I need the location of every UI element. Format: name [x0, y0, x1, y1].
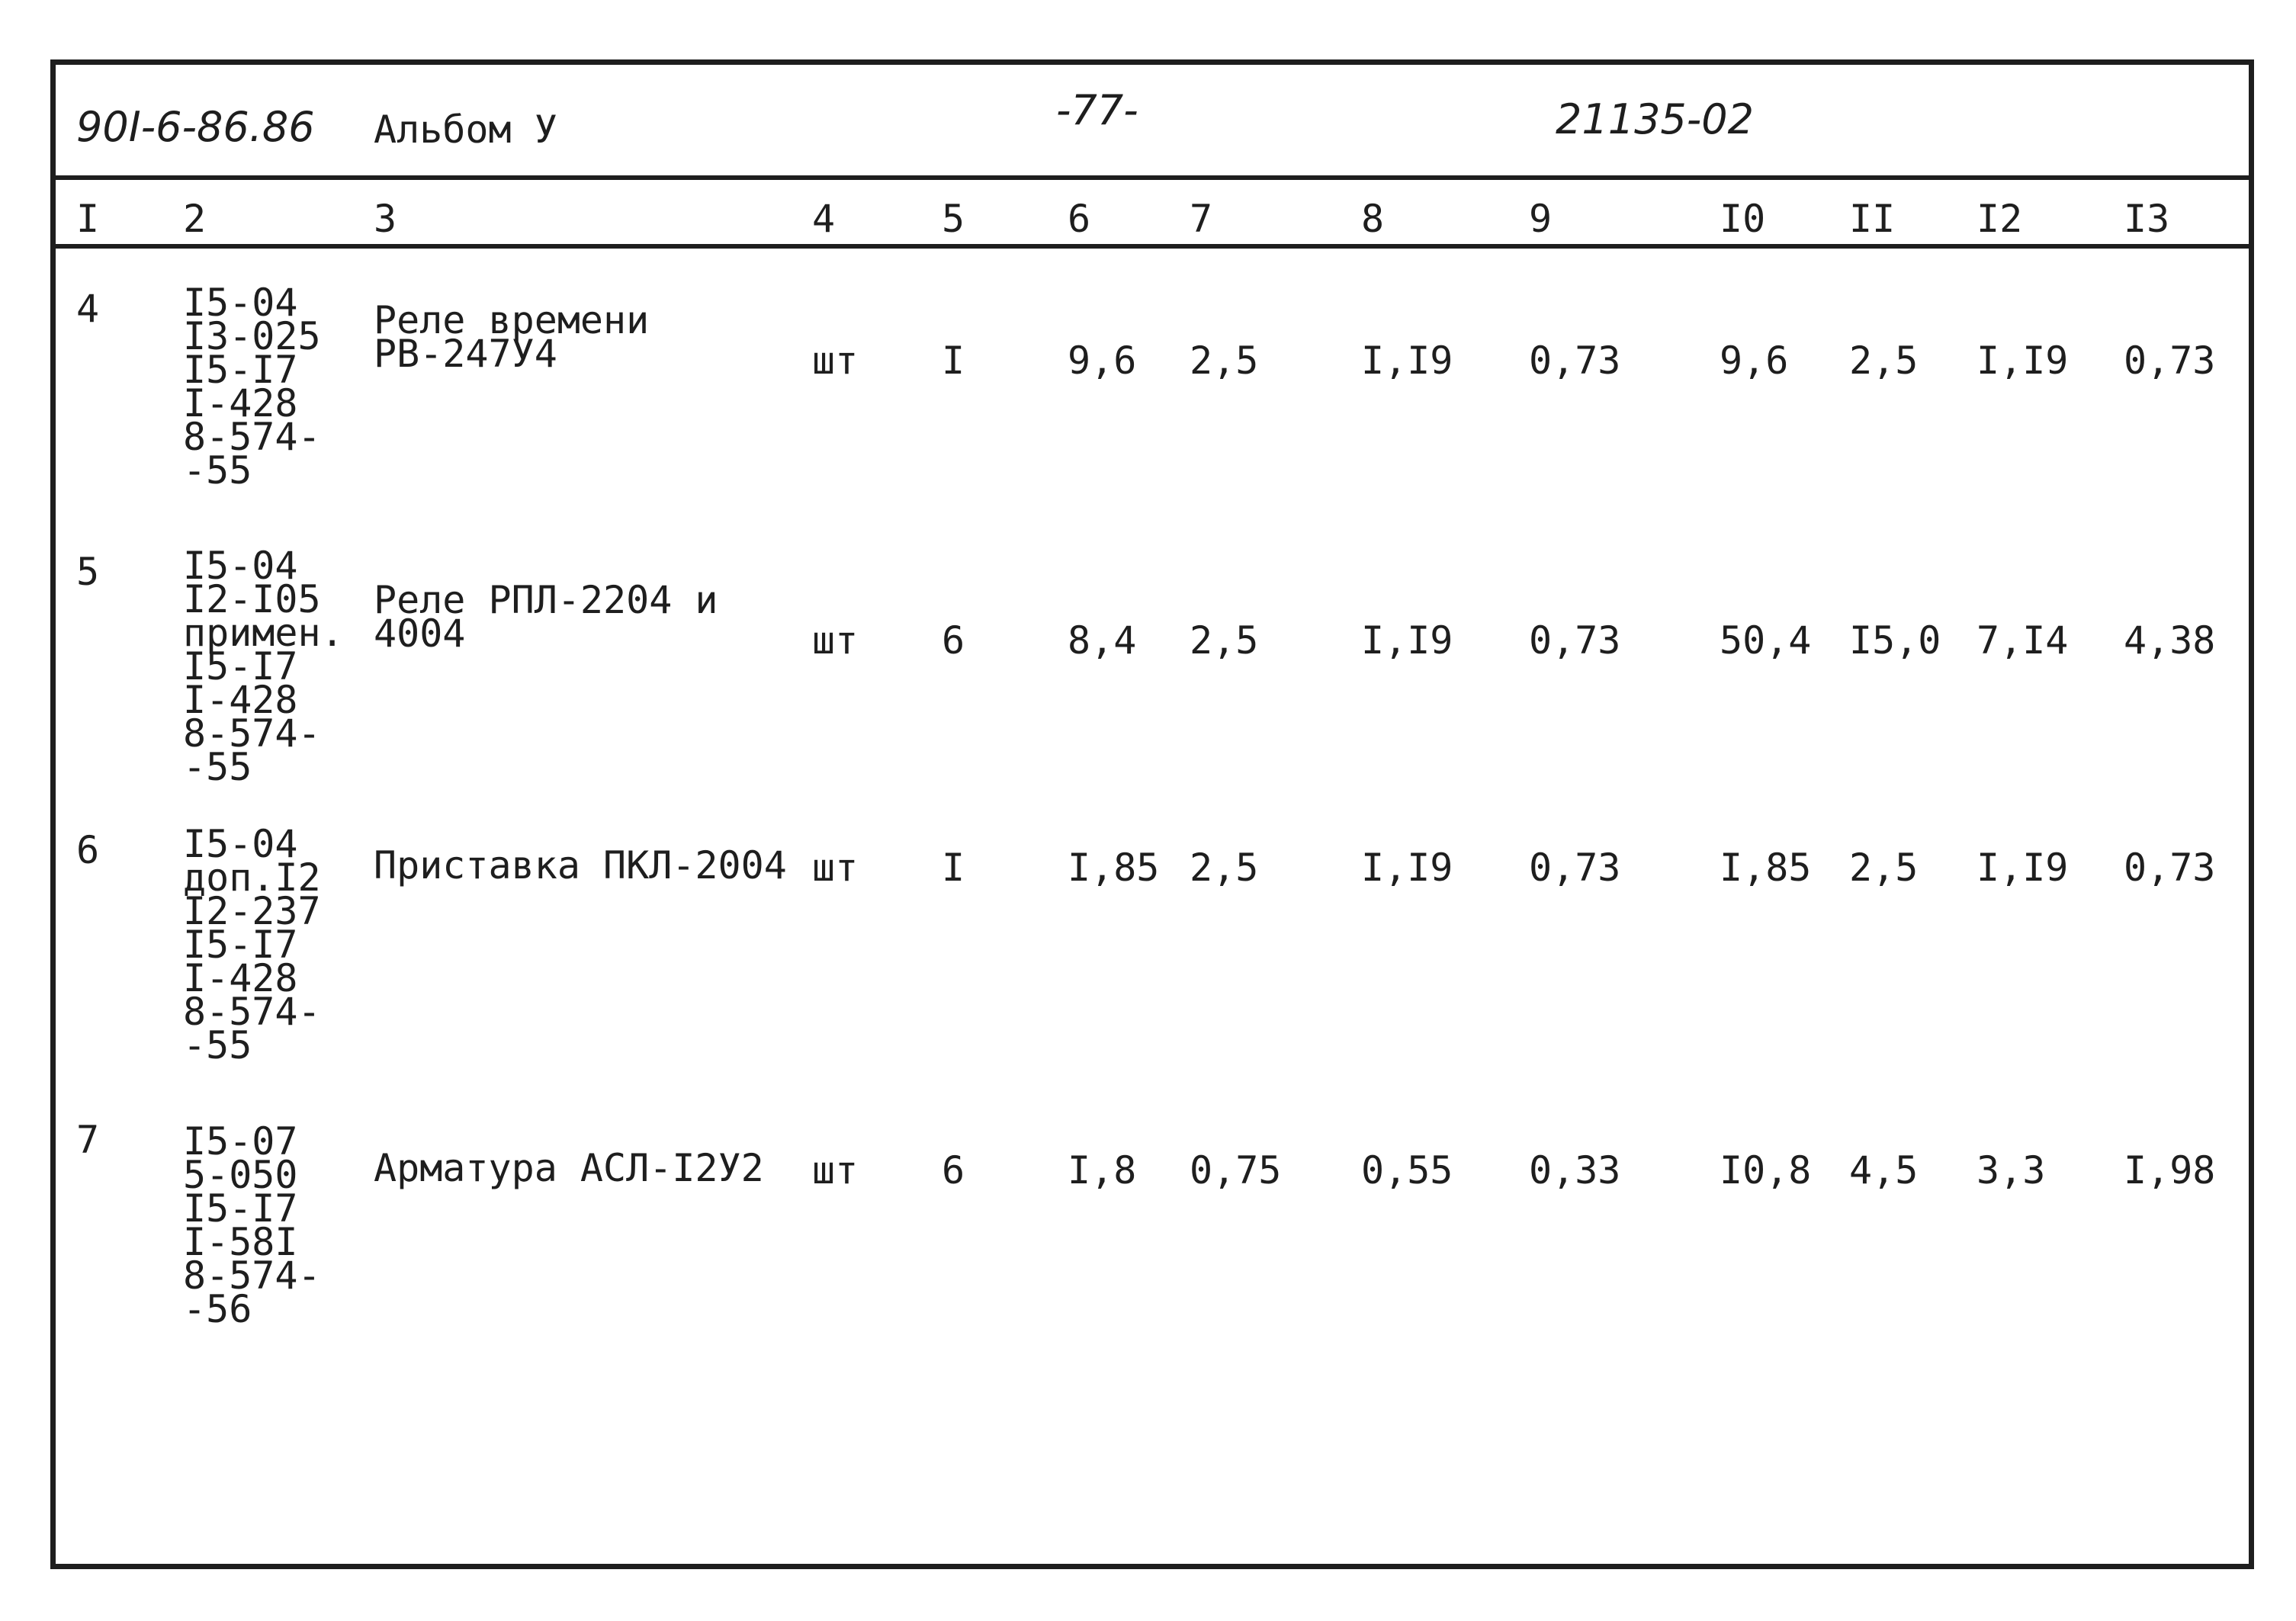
row-name: Арматура АСЛ-I2У2 — [374, 1146, 764, 1190]
row-value: I,I9 — [1976, 339, 2069, 383]
row-value: 2,5 — [1190, 339, 1259, 383]
row-value: 0,55 — [1361, 1148, 1453, 1192]
header-divider — [50, 175, 2254, 180]
row-name: Реле времени РВ-247У4 — [374, 298, 650, 376]
row-value: 9,6 — [1720, 339, 1789, 383]
row-value: 0,73 — [1529, 618, 1621, 663]
row-value: I,I9 — [1976, 846, 2069, 890]
row-number: 5 — [76, 550, 100, 594]
doc-code: 90I-6-86.86 — [76, 103, 315, 151]
row-name: Приставка ПКЛ-2004 — [374, 843, 787, 888]
column-header: 8 — [1361, 197, 1385, 241]
column-header: I3 — [2124, 197, 2170, 241]
column-header: 4 — [812, 197, 836, 241]
column-header: 6 — [1068, 197, 1091, 241]
row-unit: шт — [812, 618, 859, 663]
column-header: I — [76, 197, 100, 241]
row-value: I,I9 — [1361, 339, 1453, 383]
row-number: 4 — [76, 287, 100, 331]
row-code: I5-07 5-050 I5-I7 I-58I 8-574- -56 — [183, 1119, 321, 1331]
row-value: 0,33 — [1529, 1148, 1621, 1192]
row-value: 2,5 — [1849, 339, 1919, 383]
column-header: II — [1849, 197, 1896, 241]
row-value: 2,5 — [1190, 618, 1259, 663]
row-value: I,I9 — [1361, 846, 1453, 890]
row-qty: 6 — [942, 1148, 965, 1192]
row-value: 50,4 — [1720, 618, 1812, 663]
column-header: I2 — [1976, 197, 2023, 241]
column-header: 9 — [1529, 197, 1553, 241]
row-value: I,I9 — [1361, 618, 1453, 663]
row-value: I0,8 — [1720, 1148, 1812, 1192]
row-qty: I — [942, 846, 965, 890]
column-header: 2 — [183, 197, 207, 241]
row-value: 4,5 — [1849, 1148, 1919, 1192]
row-unit: шт — [812, 1148, 859, 1192]
column-divider — [50, 244, 2254, 249]
row-qty: 6 — [942, 618, 965, 663]
column-header: 7 — [1190, 197, 1213, 241]
row-value: 7,I4 — [1976, 618, 2069, 663]
row-value: 0,73 — [2124, 339, 2216, 383]
row-qty: I — [942, 339, 965, 383]
row-value: 0,73 — [2124, 846, 2216, 890]
drawing-number: 21135-02 — [1556, 95, 1754, 143]
row-unit: шт — [812, 846, 859, 890]
row-value: 4,38 — [2124, 618, 2216, 663]
row-name: Реле РПЛ-2204 и 4004 — [374, 578, 718, 656]
row-code: I5-04 I2-I05 примен. I5-I7 I-428 8-574- -55 — [183, 544, 344, 789]
row-value: 0,73 — [1529, 846, 1621, 890]
row-value: 9,6 — [1068, 339, 1137, 383]
page-frame — [50, 59, 2254, 1569]
column-header: I0 — [1720, 197, 1766, 241]
row-value: 0,73 — [1529, 339, 1621, 383]
row-value: I,85 — [1720, 846, 1812, 890]
row-unit: шт — [812, 339, 859, 383]
row-number: 6 — [76, 828, 100, 872]
row-value: I,85 — [1068, 846, 1160, 890]
column-header: 3 — [374, 197, 397, 241]
row-code: I5-04 доп.I2 I2-237 I5-I7 I-428 8-574- -55 — [183, 822, 321, 1067]
row-value: 2,5 — [1849, 846, 1919, 890]
row-number: 7 — [76, 1118, 100, 1162]
row-value: 2,5 — [1190, 846, 1259, 890]
row-value: I5,0 — [1849, 618, 1941, 663]
column-header: 5 — [942, 197, 965, 241]
row-code: I5-04 I3-025 I5-I7 I-428 8-574- -55 — [183, 281, 321, 493]
album-label: Альбом У — [374, 108, 557, 152]
row-value: 0,75 — [1190, 1148, 1282, 1192]
row-value: I,8 — [1068, 1148, 1137, 1192]
row-value: 8,4 — [1068, 618, 1137, 663]
row-value: 3,3 — [1976, 1148, 2046, 1192]
page-number: -77- — [1056, 86, 1138, 134]
row-value: I,98 — [2124, 1148, 2216, 1192]
